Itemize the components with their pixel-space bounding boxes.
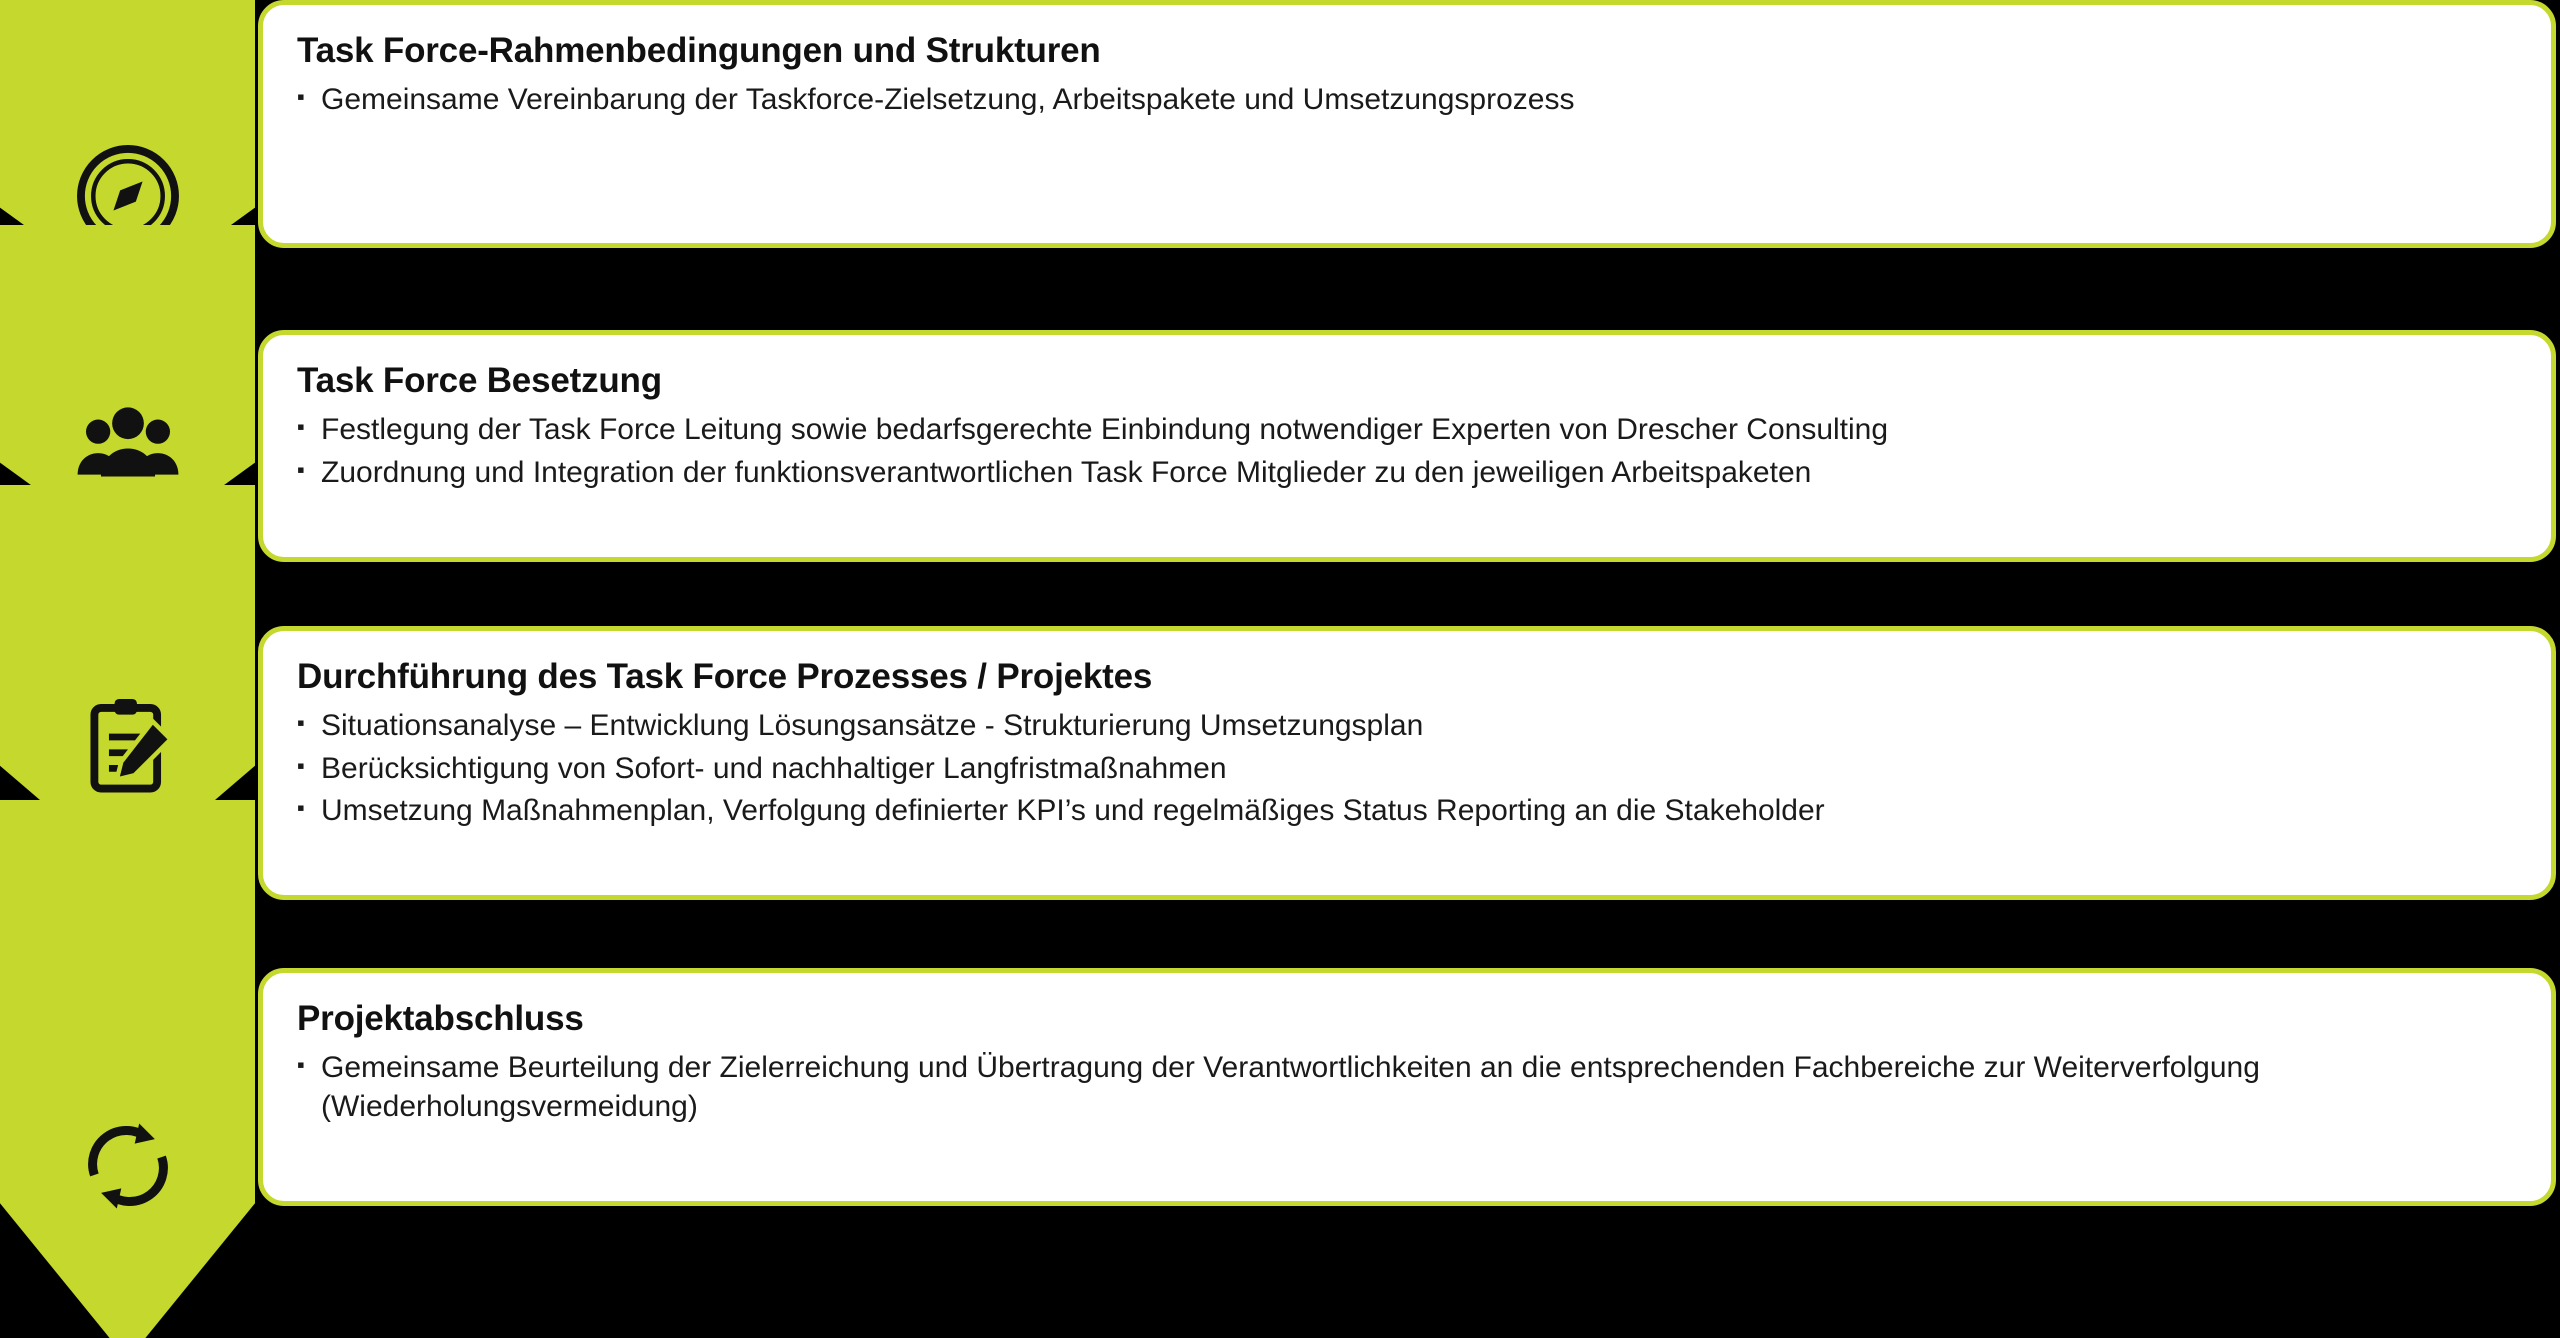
list-item — [297, 707, 2511, 745]
clipboard-pen-icon — [72, 690, 184, 802]
list-item — [297, 1049, 2511, 1126]
step-card-2 — [258, 330, 2556, 562]
step-card-1 — [258, 0, 2556, 248]
chevron-step-4 — [0, 800, 255, 1338]
step-title: Task Force Besetzung — [297, 361, 662, 400]
list-item — [297, 792, 2511, 830]
bullet-glyph: ▪ — [297, 456, 305, 482]
list-item — [297, 750, 2511, 788]
bullet-text: Gemeinsame Beurteilung der Zielerreichung und Übertragung der Verantwortlichkeiten an die entsprechenden Fachbereiche zur Weiterverfolgung (Wiederholungsvermeidung) — [321, 1051, 2260, 1123]
cycle-arrows-icon — [72, 1110, 184, 1222]
step-bullet-list — [297, 707, 2511, 830]
step-bullet-list — [297, 1049, 2511, 1126]
step-bullet-list — [297, 81, 2511, 119]
bullet-glyph: ▪ — [297, 414, 305, 440]
bullet-glyph: ▪ — [297, 795, 305, 821]
people-group-icon — [72, 385, 184, 497]
step-card-4 — [258, 968, 2556, 1206]
bullet-glyph: ▪ — [297, 710, 305, 736]
list-item — [297, 454, 2511, 492]
step-card-3 — [258, 626, 2556, 900]
step-bullet-list — [297, 411, 2511, 492]
bullet-text: Umsetzung Maßnahmenplan, Verfolgung definierter KPI’s und regelmäßiges Status Reporting an die Stakeholder — [321, 794, 1825, 828]
list-item — [297, 81, 2511, 119]
bullet-glyph: ▪ — [297, 84, 305, 110]
list-item — [297, 411, 2511, 449]
bullet-text: Berücksichtigung von Sofort- und nachhaltiger Langfristmaßnahmen — [321, 751, 1227, 785]
step-title: Projektabschluss — [297, 999, 584, 1038]
process-arrow-column — [0, 0, 255, 1338]
bullet-text: Festlegung der Task Force Leitung sowie bedarfsgerechte Einbindung notwendiger Experten von Drescher Consulting — [321, 413, 1889, 447]
bullet-text: Gemeinsame Vereinbarung der Taskforce-Zielsetzung, Arbeitspakete und Umsetzungsprozess — [321, 83, 1575, 117]
step-title: Durchführung des Task Force Prozesses / Projektes — [297, 657, 1153, 696]
step-title: Task Force-Rahmenbedingungen und Strukturen — [297, 31, 1101, 70]
bullet-text: Zuordnung und Integration der funktionsverantwortlichen Task Force Mitglieder zu den jeweiligen Arbeitspaketen — [321, 455, 1812, 489]
bullet-glyph: ▪ — [297, 1052, 305, 1078]
bullet-text: Situationsanalyse – Entwicklung Lösungsansätze - Strukturierung Umsetzungsplan — [321, 709, 1424, 743]
bullet-glyph: ▪ — [297, 752, 305, 778]
